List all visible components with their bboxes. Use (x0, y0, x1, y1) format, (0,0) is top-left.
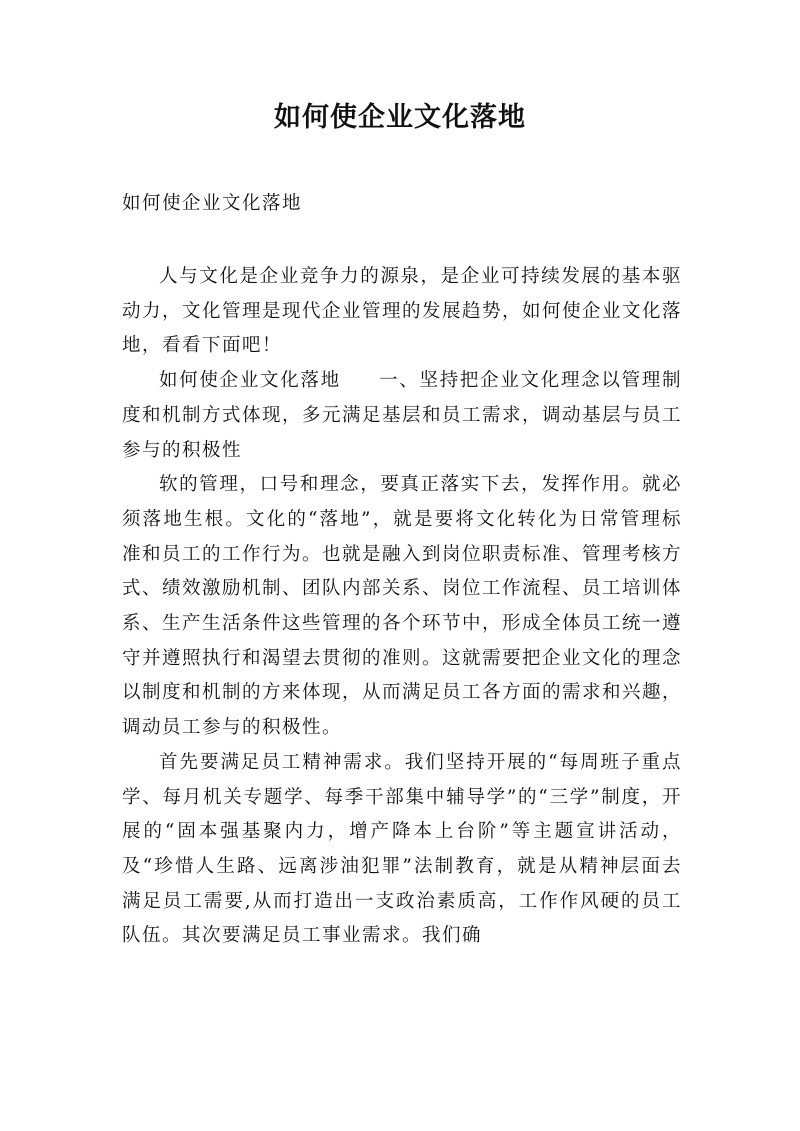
document-title: 如何使企业文化落地 (274, 102, 526, 133)
body-paragraph: 软的管理，口号和理念，要真正落实下去，发挥作用。就必须落地生根。文化的“落地”，就是要将文化转化为日常管理标准和员工的工作行为。也就是融入到岗位职责标准、管理考核方式、绩效激励机制、团队内部关系、岗位工作流程、员工培训体系、生产生活条件这些管理的各个环节中，形成全体员工统一遵守并遵照执行和渴望去贯彻的准则。这就需要把企业文化的理念以制度和机制的方来体现，从而满足员工各方面的需求和兴趣，调动员工参与的积极性。 (122, 474, 683, 739)
section-heading: 一、坚持把企业文化理念以管理制度和机制方式体现，多元满足基层和员工需求，调动基层与员工参与的积极性 (122, 370, 683, 461)
section-lead: 如何使企业文化落地 (159, 370, 341, 392)
section-heading-paragraph (122, 364, 682, 468)
document-subtitle: 如何使企业文化落地 (122, 193, 303, 214)
intro-paragraph: 人与文化是企业竞争力的源泉，是企业可持续发展的基本驱动力，文化管理是现代企业管理的发展趋势，如何使企业文化落地，看看下面吧！ (122, 266, 683, 357)
document-body (122, 260, 682, 954)
body-paragraph: 首先要满足员工精神需求。我们坚持开展的“每周班子重点学、每月机关专题学、每季干部集中辅导学”的“三学”制度，开展的“固本强基聚内力，增产降本上台阶”等主题宣讲活动，及“珍惜人生路、远离涉油犯罪”法制教育，就是从精神层面去满足员工需要,从而打造出一支政治素质高，工作作风硬的员工队伍。其次要满足员工事业需求。我们确 (122, 751, 682, 947)
